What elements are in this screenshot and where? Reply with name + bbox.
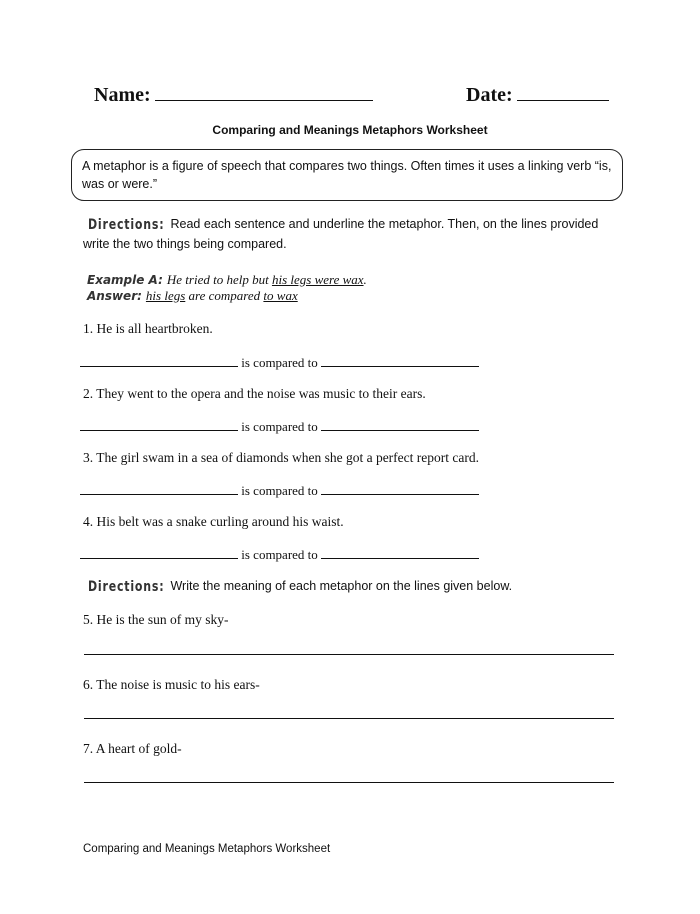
compare-text: is compared to (241, 419, 318, 434)
compare-text: is compared to (241, 547, 318, 562)
example-answer (87, 287, 298, 305)
meaning-6: 6. The noise is music to his ears- (83, 677, 260, 692)
directions-2 (88, 577, 512, 596)
definition-box: A metaphor is a figure of speech that compares two things. Often times it uses a linking verb “is, was or were.” (71, 149, 623, 201)
meaning-7: 7. A heart of gold- (83, 741, 182, 756)
answer-part2: to wax (263, 288, 298, 303)
question-4: 4. His belt was a snake curling around his waist. (83, 514, 344, 529)
date-label: Date: (466, 84, 513, 106)
date-line[interactable] (517, 82, 609, 101)
compare-row-2 (80, 418, 479, 435)
compare-text: is compared to (241, 483, 318, 498)
worksheet-title: Comparing and Meanings Metaphors Worksheet (212, 123, 488, 137)
blank-line[interactable] (80, 354, 238, 367)
answer-label: Answer: (87, 289, 142, 303)
answer-part1: his legs (145, 288, 186, 303)
answer-line-5[interactable] (84, 654, 614, 655)
compare-row-3 (80, 482, 479, 499)
directions-2-text: Write the meaning of each metaphor on the lines given below. (170, 579, 513, 593)
blank-line[interactable] (80, 546, 238, 559)
example-sentence-end: . (363, 272, 367, 287)
compare-row-1 (80, 354, 479, 371)
example-label: Example A: (87, 273, 163, 287)
name-field[interactable] (94, 82, 373, 107)
blank-line[interactable] (321, 546, 479, 559)
meaning-5: 5. He is the sun of my sky- (83, 612, 229, 627)
example-sentence-start: He tried to help but (166, 272, 272, 287)
example-metaphor: his legs were wax (271, 272, 364, 287)
question-1: 1. He is all heartbroken. (83, 321, 213, 336)
compare-text: is compared to (241, 355, 318, 370)
answer-middle: are compared (185, 288, 264, 303)
question-2: 2. They went to the opera and the noise was music to their ears. (83, 386, 426, 401)
directions-1-text-line2: write the two things being compared. (83, 237, 287, 251)
name-line[interactable] (155, 82, 373, 101)
directions-1-text-line1: Read each sentence and underline the metaphor. Then, on the lines provided (170, 217, 599, 231)
answer-line-7[interactable] (84, 782, 614, 783)
directions-1-label: Directions: (88, 216, 165, 233)
directions-1 (88, 215, 598, 234)
answer-line-6[interactable] (84, 718, 614, 719)
blank-line[interactable] (80, 418, 238, 431)
date-field[interactable] (466, 82, 609, 107)
blank-line[interactable] (80, 482, 238, 495)
name-label: Name: (94, 84, 151, 106)
directions-2-label: Directions: (88, 578, 165, 595)
blank-line[interactable] (321, 418, 479, 431)
footer-text: Comparing and Meanings Metaphors Worksheet (83, 843, 331, 855)
compare-row-4 (80, 546, 479, 563)
question-3: 3. The girl swam in a sea of diamonds when she got a perfect report card. (83, 450, 479, 465)
blank-line[interactable] (321, 482, 479, 495)
blank-line[interactable] (321, 354, 479, 367)
